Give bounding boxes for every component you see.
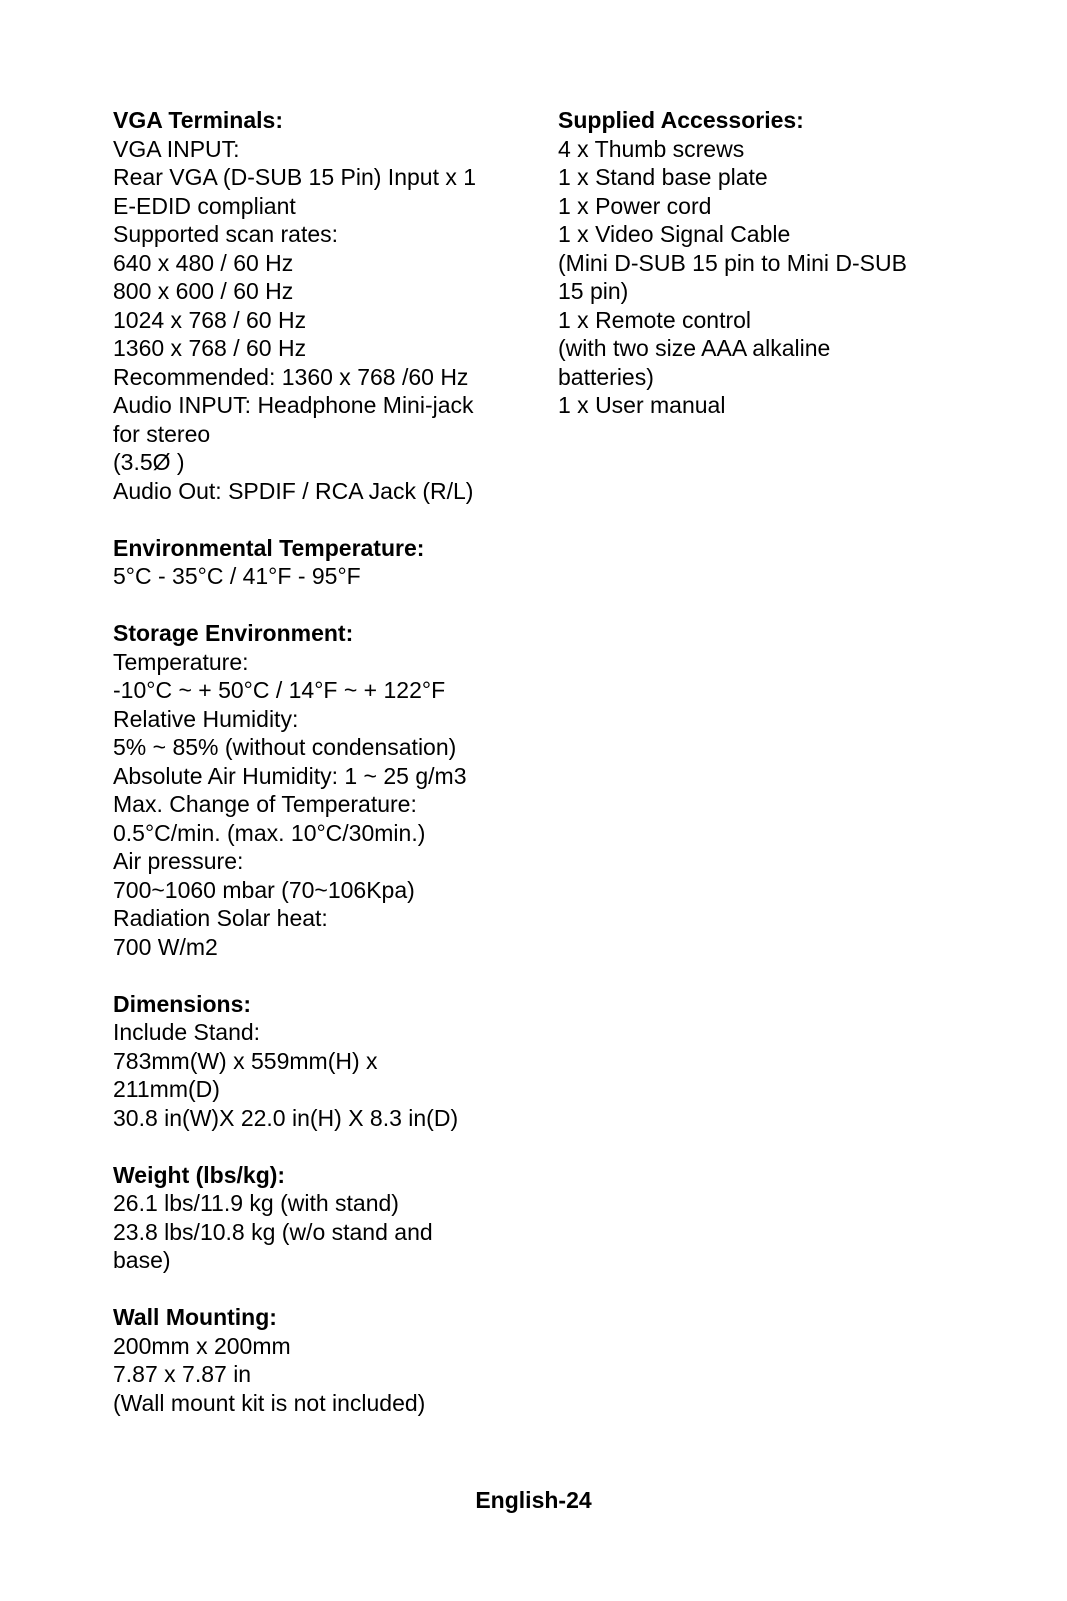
spec-line: 1 x Remote control (558, 306, 752, 333)
spec-line: for stereo (113, 420, 211, 447)
section-storage-environment (113, 619, 533, 961)
spec-line: Air pressure: (113, 848, 244, 874)
spec-line: 1 x Video Signal Cable (558, 221, 791, 247)
spec-line: 1360 x 768 / 60 Hz (113, 335, 307, 361)
spec-line: 1 x User manual (558, 392, 726, 418)
section-heading: VGA Terminals: (113, 107, 283, 133)
spec-line: 700 W/m2 (113, 933, 218, 960)
spec-line: Temperature: (113, 648, 249, 675)
spec-line: 200mm x 200mm (113, 1332, 291, 1359)
spec-line: Include Stand: (113, 1019, 261, 1045)
spec-line: 800 x 600 / 60 Hz (113, 278, 294, 304)
spec-line: 783mm(W) x 559mm(H) x (113, 1047, 378, 1074)
section-vga-terminals (113, 106, 533, 505)
spec-line: 30.8 in(W)X 22.0 in(H) X 8.3 in(D) (113, 1104, 459, 1131)
spec-line: Relative Humidity: (113, 705, 299, 732)
spec-line: Audio INPUT: Headphone Mini-jack (113, 392, 474, 418)
spec-line: 0.5°C/min. (max. 10°C/30min.) (113, 819, 426, 846)
left-column (113, 106, 533, 1446)
spec-line: VGA INPUT: (113, 135, 240, 162)
section-heading: Dimensions: (113, 990, 252, 1017)
spec-line: 640 x 480 / 60 Hz (113, 249, 294, 276)
spec-line: 1 x Stand base plate (558, 164, 768, 190)
spec-line: Max. Change of Temperature: (113, 791, 417, 817)
spec-line: Supported scan rates: (113, 221, 339, 247)
spec-line: (Mini D-SUB 15 pin to Mini D-SUB (558, 249, 907, 276)
section-heading: Wall Mounting: (113, 1304, 277, 1330)
spec-line: 700~1060 mbar (70~106Kpa) (113, 876, 415, 903)
section-heading: Weight (lbs/kg): (113, 1161, 286, 1188)
spec-line: (with two size AAA alkaline (558, 335, 831, 361)
spec-line: (Wall mount kit is not included) (113, 1389, 426, 1416)
spec-line: Recommended: 1360 x 768 /60 Hz (113, 363, 469, 390)
spec-line: 5% ~ 85% (without condensation) (113, 734, 457, 760)
spec-line: (3.5Ø ) (113, 449, 185, 475)
section-environmental-temperature (113, 534, 533, 591)
spec-line: 4 x Thumb screws (558, 135, 745, 162)
spec-line: 211mm(D) (113, 1076, 220, 1102)
spec-line: 1024 x 768 / 60 Hz (113, 306, 307, 333)
right-column (558, 106, 978, 448)
spec-line: Audio Out: SPDIF / RCA Jack (R/L) (113, 477, 474, 504)
spec-line: 1 x Power cord (558, 192, 712, 219)
spec-line: Rear VGA (D-SUB 15 Pin) Input x 1 (113, 164, 477, 190)
section-wall-mounting (113, 1303, 533, 1417)
spec-line: Radiation Solar heat: (113, 905, 328, 931)
spec-line: -10°C ~ + 50°C / 14°F ~ + 122°F (113, 677, 446, 703)
section-heading: Environmental Temperature: (113, 534, 425, 561)
spec-line: base) (113, 1247, 171, 1273)
section-heading: Supplied Accessories: (558, 107, 804, 133)
page-number: English-24 (475, 1487, 592, 1513)
spec-line: Absolute Air Humidity: 1 ~ 25 g/m3 (113, 762, 467, 789)
section-supplied-accessories (558, 106, 978, 420)
section-heading: Storage Environment: (113, 620, 354, 646)
spec-line: batteries) (558, 363, 654, 390)
spec-line: 23.8 lbs/10.8 kg (w/o stand and (113, 1218, 433, 1245)
spec-line: 7.87 x 7.87 in (113, 1361, 252, 1387)
spec-line: E-EDID compliant (113, 192, 296, 219)
spec-line: 26.1 lbs/11.9 kg (with stand) (113, 1190, 399, 1216)
section-dimensions (113, 990, 533, 1133)
spec-line: 15 pin) (558, 278, 629, 304)
spec-line: 5°C - 35°C / 41°F - 95°F (113, 563, 361, 589)
section-weight-lbs-kg (113, 1161, 533, 1275)
